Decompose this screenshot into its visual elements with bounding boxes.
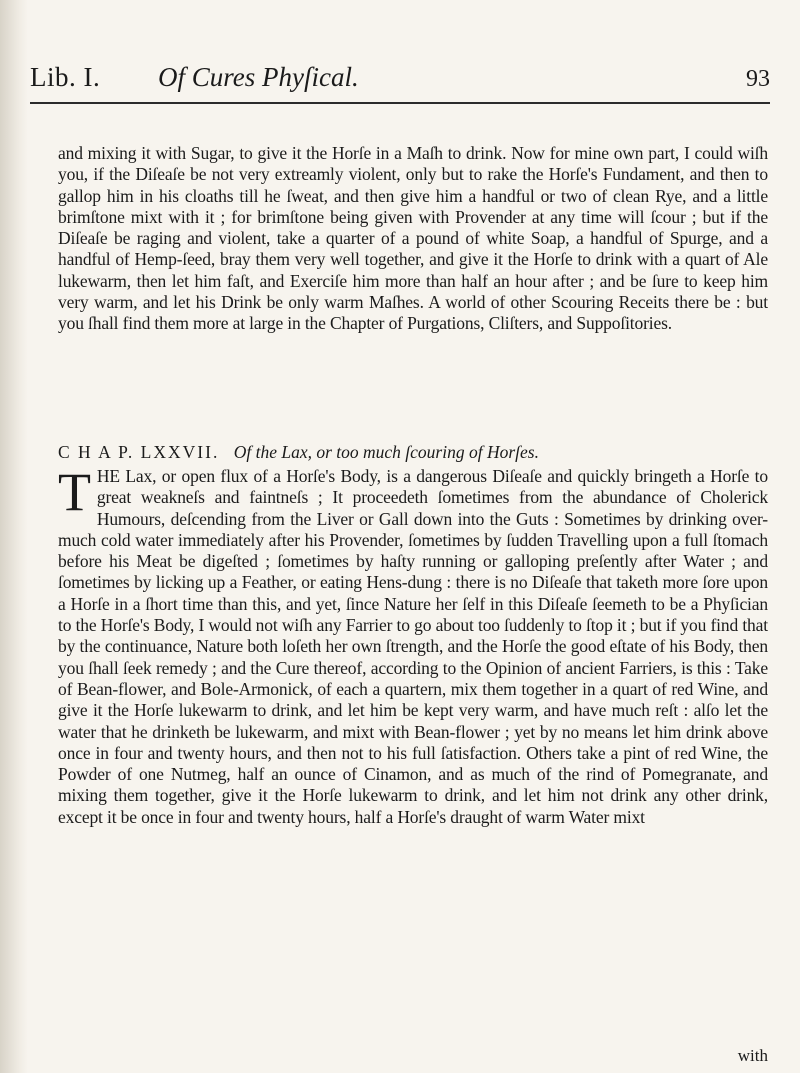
chapter-label: C H A P. LXXVII.: [58, 442, 220, 462]
chapter-heading: [58, 441, 768, 463]
header-rule: [30, 102, 770, 104]
intro-text: and mixing it with Sugar, to give it the Horſe in a Maſh to drink. Now for mine own part, I could wiſh you, if the Diſeaſe be not very extreamly violent, only but to rake the Horſe's Fundament, and then to gallop him in his cloaths till he ſweat, and then give him a handful or two of clean Rye, and a little brimſtone mixt with it ; for brimſtone being given with Provender at any time will ſcour ; but if the Diſeaſe be raging and violent, take a quarter of a pound of white Soap, a handful of Spurge, and a handful of Hemp-ſeed, bray them very well together, and give it the Horſe to drink with a quart of Ale lukewarm, then let him faſt, and Exerciſe him more than half an hour after ; and be ſure to keep him very warm, and let his Drink be only warm Maſhes. A world of other Scouring Receits there be : but you ſhall find them more at large in the Chapter of Purgations, Cliſters, and Suppoſitories.: [58, 143, 768, 334]
intro-paragraph: [58, 143, 768, 335]
running-title: Of Cures Phyſical.: [158, 62, 359, 92]
chapter-description: Of the Lax, or too much ſcouring of Horſes.: [233, 442, 539, 462]
page-gutter-shadow: [0, 0, 28, 1073]
chapter-text: HE Lax, or open flux of a Horſe's Body, is a dangerous Diſeaſe and quickly bringeth a Horſe to great weakneſs and faintneſs ; It proceedeth ſometimes from the abundance of Cholerick Humours, deſcending from the Liver or Gall down into the Guts : Sometimes by drinking over-much cold water immediately after his Provender, ſometimes by ſudden Travelling upon a full ſtomach before his Meat be digeſted ; ſometimes by haſty running or galloping preſently after Water ; and ſometimes by licking up a Feather, or eating Hens-dung : there is no Diſeaſe that taketh more ſore upon a Horſe in a ſhort time than this, and yet, ſince Nature her ſelf in this Diſeaſe ſeemeth to be a Phyſician to the Horſe's Body, I would not wiſh any Farrier to go about too ſuddenly to ſtop it ; but if you find that by the continuance, Nature both loſeth her own ſtrength, and the Horſe the good eſtate of his Body, then you ſhall ſeek remedy ; and the Cure thereof, according to the Opinion of ancient Farriers, is this : Take of Bean-flower, and Bole-Armonick, of each a quartern, mix them together in a quart of red Wine, and give it the Horſe lukewarm to drink, and let him be kept very warm, and have much reſt : alſo let the water that he drinketh be lukewarm, and mixt with Bean-flower ; yet by no means let him drink above once in four and twenty hours, and then not to his full ſatisfaction. Others take a pint of red Wine, the Powder of one Nutmeg, half an ounce of Cinamon, and as much of the rind of Pomegranate, and mixing them together, give it the Horſe lukewarm to drink, and let him not drink any other drink, except it be once in four and twenty hours, half a Horſe's draught of warm Water mixt: [58, 466, 768, 827]
catchword: with: [737, 1046, 768, 1065]
page-number: 93: [746, 66, 770, 92]
drop-cap: T: [58, 462, 91, 522]
book-number: Lib. I.: [30, 62, 101, 92]
chapter-body: [58, 462, 768, 828]
page-header: [30, 58, 770, 98]
